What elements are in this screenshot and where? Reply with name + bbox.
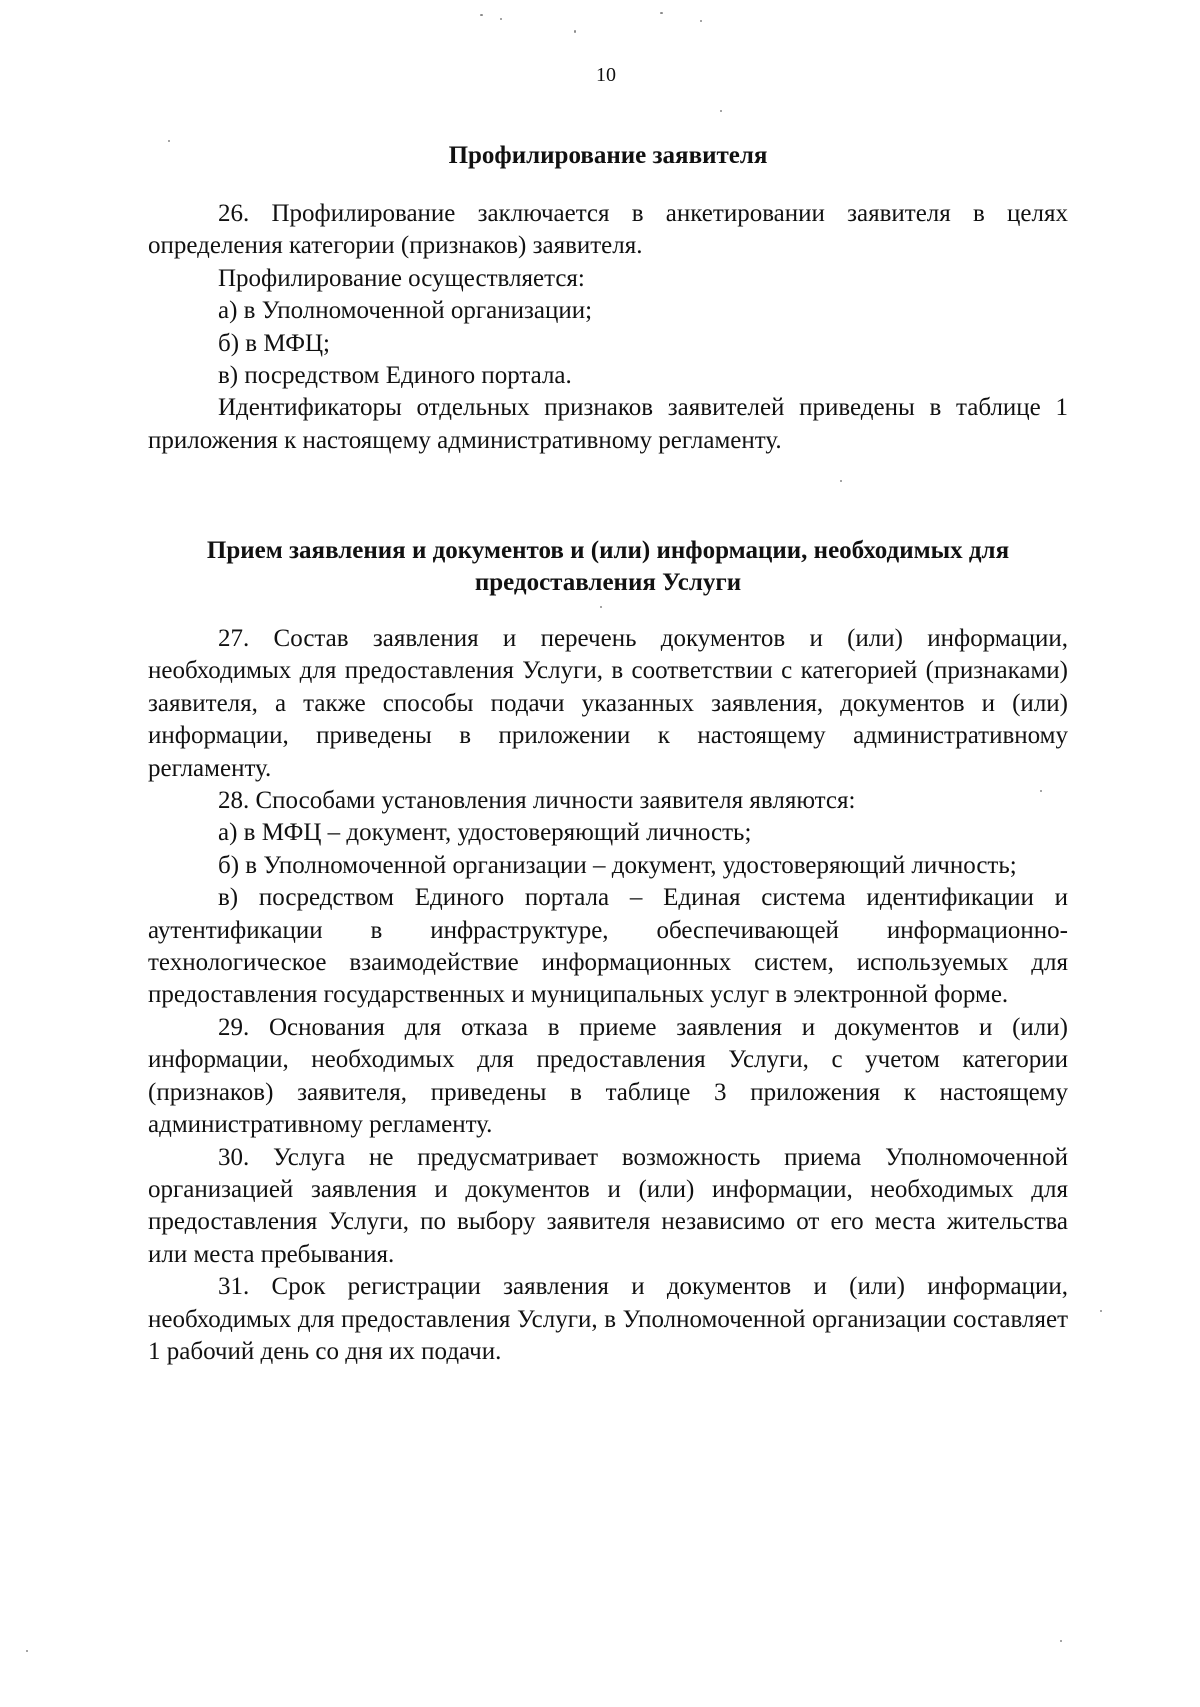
scan-speck bbox=[168, 140, 170, 142]
paragraph-29: 29. Основания для отказа в приеме заявления и документов и (или) информации, необходимых для предоставления Услуги, с учетом категории (признаков) заявителя, приведены в таблице 3 приложения к настоящему административному регламенту. bbox=[148, 1013, 1068, 1139]
paragraph-26: 26. Профилирование заключается в анкетировании заявителя в целях определения категории (признаков) заявителя. bbox=[148, 200, 1068, 260]
paragraph-31: 31. Срок регистрации заявления и документов и (или) информации, необходимых для предоставления Услуги, в Уполномоченной организации составляет 1 рабочий день со дня их подачи. bbox=[148, 1273, 1068, 1365]
section-heading-profiling: Профилирование заявителя bbox=[448, 142, 768, 169]
list-item-b: б) в МФЦ; bbox=[218, 329, 330, 357]
list-item-a: а) в МФЦ – документ, удостоверяющий личность; bbox=[218, 819, 752, 847]
page-number: 10 bbox=[596, 64, 616, 86]
scan-speck bbox=[700, 20, 702, 22]
paragraph-identifiers: Идентификаторы отдельных признаков заявителей приведены в таблице 1 приложения к настоящему административному регламенту. bbox=[148, 394, 1068, 454]
list-item-b: б) в Уполномоченной организации – документ, удостоверяющий личность; bbox=[218, 851, 1017, 879]
scan-speck bbox=[840, 480, 842, 482]
scan-speck bbox=[26, 1650, 28, 1652]
scan-speck bbox=[600, 606, 602, 608]
paragraph-27: 27. Состав заявления и перечень документов и (или) информации, необходимых для предоставления Услуги, в соответствии с категорией (признаками) заявителя, а также способы подачи указанных заявления, документов и (или) информации, приведены в приложении к настоящему административному регламенту. bbox=[148, 625, 1068, 782]
paragraph-30: 30. Услуга не предусматривает возможность приема Уполномоченной организацией заявления и документов и (или) информации, необходимых для предоставления Услуги, по выбору заявителя независимо от его места жительства или места пребывания. bbox=[148, 1143, 1068, 1268]
list-item-c: в) посредством Единого портала. bbox=[218, 362, 572, 390]
paragraph-28: 28. Способами установления личности заявителя являются: bbox=[218, 787, 856, 815]
paragraph-profiling-intro: Профилирование осуществляется: bbox=[218, 264, 585, 292]
scan-speck bbox=[660, 12, 663, 14]
scan-speck bbox=[1100, 1310, 1102, 1312]
scan-speck bbox=[574, 30, 576, 33]
scan-speck bbox=[480, 14, 483, 16]
scan-speck bbox=[500, 18, 502, 20]
section-heading-reception: Прием заявления и документов и (или) информации, необходимых для предоставления Услуги bbox=[206, 537, 1010, 596]
scan-speck bbox=[720, 110, 722, 112]
section-body-profiling bbox=[148, 198, 1068, 457]
list-item-c: в) посредством Единого портала – Единая система идентификации и аутентификации в инфраструктуре, обеспечивающей информационно-технологическое взаимодействие информационных систем, используемых для предоставления государственных и муниципальных услуг в электронной форме. bbox=[148, 884, 1068, 1009]
scan-speck bbox=[1060, 1640, 1062, 1642]
section-body-reception bbox=[148, 623, 1068, 1368]
list-item-a: а) в Уполномоченной организации; bbox=[218, 297, 593, 325]
scan-speck bbox=[1040, 790, 1042, 792]
